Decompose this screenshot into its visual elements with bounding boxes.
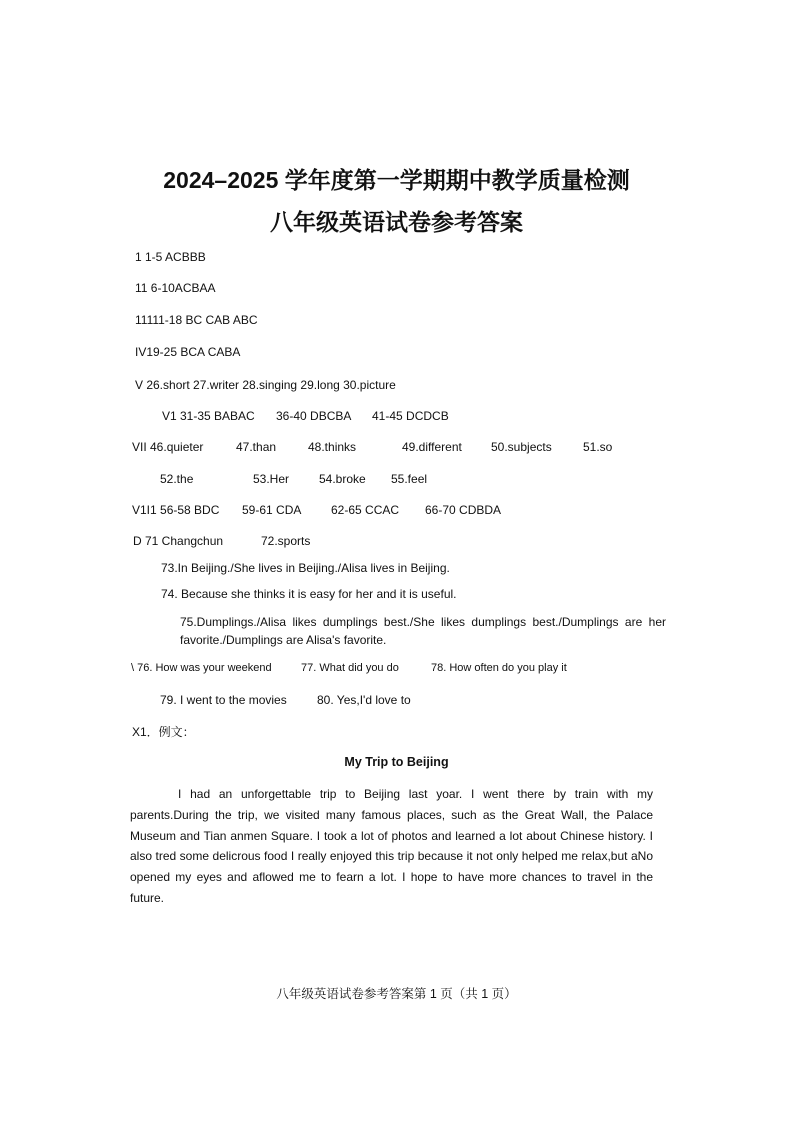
answer-item: 51.so: [583, 440, 613, 454]
answer-section-7-row-2: [0, 471, 793, 487]
answer-item: 49.different: [402, 440, 462, 454]
writing-label: X1．例文：: [132, 725, 195, 739]
answer-section-4: IV19-25 BCA CABA: [135, 345, 241, 359]
answer-section-2: 11 6-10ACBAA: [135, 281, 216, 295]
answer-item: 78. How often do you play it: [431, 662, 567, 674]
answer-section-6: [0, 408, 793, 424]
answer-item: 72.sports: [261, 534, 311, 548]
answer-group: 62-65 CCAC: [331, 503, 400, 517]
answer-section-10-row-1: [0, 660, 793, 676]
answer-item: VII 46.quieter: [132, 440, 204, 454]
page-subtitle: 八年级英语试卷参考答案: [270, 209, 523, 235]
answer-item: 54.broke: [319, 472, 366, 486]
answer-section-1: 1 1-5 ACBBB: [135, 250, 206, 264]
answer-item: 53.Her: [253, 472, 290, 486]
answer-75: 75.Dumplings./Alisa likes dumplings best./She likes dumplings best./Dumplings are her favorite./Dumplings are Alisa's favorite.: [180, 615, 666, 647]
answer-74: 74. Because she thinks it is easy for her and it is useful.: [161, 587, 457, 601]
answer-group: 66-70 CDBDA: [425, 503, 502, 517]
answer-section-9-row-1: [0, 533, 793, 549]
answer-section-5: V 26.short 27.writer 28.singing 29.long 30.picture: [135, 378, 396, 392]
answer-item: 80. Yes,I'd love to: [317, 693, 411, 707]
page-title: 2024–2025 学年度第一学期期中教学质量检测: [163, 167, 630, 193]
answer-group: V1I1 56-58 BDC: [132, 503, 220, 517]
answer-item: 79. I went to the movies: [160, 693, 287, 707]
answer-section-8: [0, 502, 793, 518]
answer-item: D 71 Changchun: [133, 534, 224, 548]
answer-group: 36-40 DBCBA: [276, 409, 352, 423]
answer-73: 73.In Beijing./She lives in Beijing./Alisa lives in Beijing.: [161, 561, 450, 575]
answer-group: 41-45 DCDCB: [372, 409, 449, 423]
essay-title: My Trip to Beijing: [344, 755, 449, 769]
answer-section-10-row-2: [0, 692, 793, 708]
essay-body: I had an unforgettable trip to Beijing last yoar. I went there by train with my parents.During the trip, we visited many famous places, such as the Great Wall, the Palace Museum and Tian anmen Square. I took a lot of photos and learned a lot about Chinese history. I also tred some delicrous food I really enjoyed this trip because it not only helped me relax,but aNo opened my eyes and aflowed me to fearn a lot. I hope to have more chances to travel in the future.: [130, 787, 653, 905]
page-footer: 八年级英语试卷参考答案第 1 页（共 1 页）: [276, 987, 517, 1001]
answer-item: 47.than: [236, 440, 277, 454]
answer-item: 77. What did you do: [301, 662, 399, 674]
answer-item: 55.feel: [391, 472, 428, 486]
answer-item: 52.the: [160, 472, 194, 486]
answer-item: \ 76. How was your weekend: [131, 662, 272, 674]
answer-section-3: 11111-18 BC CAB ABC: [135, 313, 258, 327]
answer-section-7-row-1: [0, 439, 793, 455]
answer-item: 50.subjects: [491, 440, 552, 454]
answer-group: V1 31-35 BABAC: [162, 409, 255, 423]
answer-group: 59-61 CDA: [242, 503, 302, 517]
answer-item: 48.thinks: [308, 440, 357, 454]
